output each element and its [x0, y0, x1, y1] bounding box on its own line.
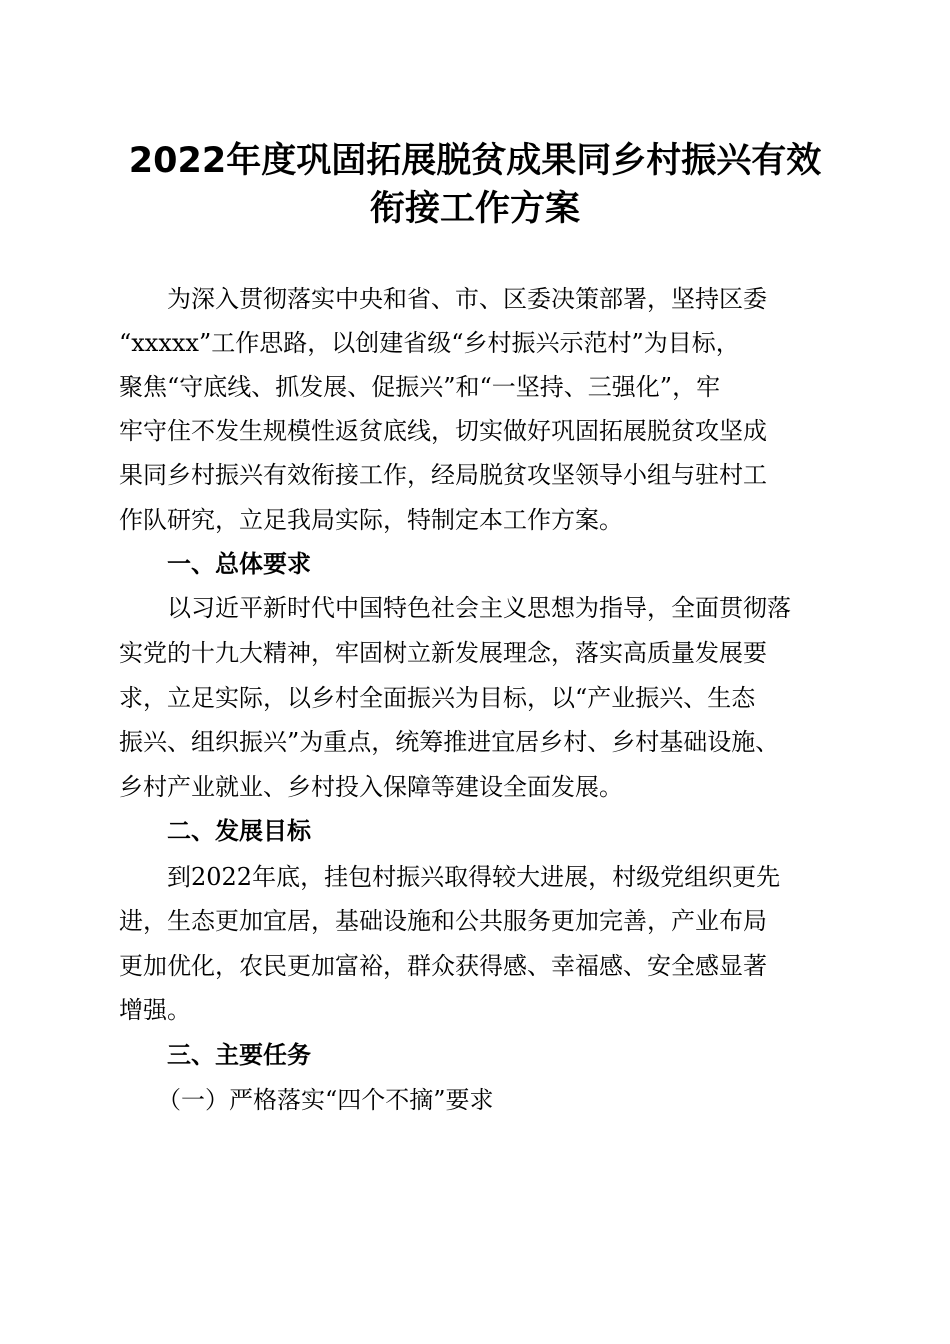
- section1-paragraph-line: 振兴、组织振兴”为重点，统筹推进宜居乡村、乡村基础设施、: [119, 728, 780, 756]
- section2-paragraph-line: 到2022年底，挂包村振兴取得较大进展，村级党组织更先: [167, 863, 781, 891]
- section2-paragraph-line: 增强。: [119, 996, 191, 1024]
- intro-paragraph-line: 牢守住不发生规模性返贫底线，切实做好巩固拓展脱贫攻坚成: [119, 417, 767, 445]
- intro-paragraph-line: “xxxxx”工作思路，以创建省级“乡村振兴示范村”为目标，: [119, 329, 740, 357]
- intro-paragraph-line: 为深入贯彻落实中央和省、市、区委决策部署，坚持区委: [167, 285, 767, 313]
- section1-paragraph-line: 乡村产业就业、乡村投入保障等建设全面发展。: [119, 773, 623, 801]
- section2-paragraph-line: 更加优化，农民更加富裕，群众获得感、幸福感、安全感显著: [119, 952, 767, 980]
- section2-paragraph-line: 进，生态更加宜居，基础设施和公共服务更加完善，产业布局: [119, 907, 767, 935]
- section1-paragraph-line: 实党的十九大精神，牢固树立新发展理念，落实高质量发展要: [119, 639, 767, 667]
- document-title-line-2: 衔接工作方案: [369, 189, 580, 229]
- document-title-line-1: 2022年度巩固拓展脱贫成果同乡村振兴有效: [128, 141, 822, 181]
- section1-paragraph-line: 求，立足实际，以乡村全面振兴为目标，以“产业振兴、生态: [119, 684, 756, 712]
- section-heading-development-goals: 二、发展目标: [167, 817, 311, 845]
- section-heading-general-requirements: 一、总体要求: [167, 550, 311, 578]
- intro-paragraph-line: 聚焦“守底线、抓发展、促振兴”和“一坚持、三强化”，牢: [119, 373, 721, 401]
- subsection-heading-four-no-removals: （一）严格落实“四个不摘”要求: [157, 1086, 494, 1114]
- section1-paragraph-line: 以习近平新时代中国特色社会主义思想为指导，全面贯彻落: [167, 594, 791, 622]
- intro-paragraph-line: 果同乡村振兴有效衔接工作，经局脱贫攻坚领导小组与驻村工: [119, 461, 767, 489]
- section-heading-main-tasks: 三、主要任务: [167, 1041, 311, 1069]
- intro-paragraph-line: 作队研究，立足我局实际，特制定本工作方案。: [119, 506, 623, 534]
